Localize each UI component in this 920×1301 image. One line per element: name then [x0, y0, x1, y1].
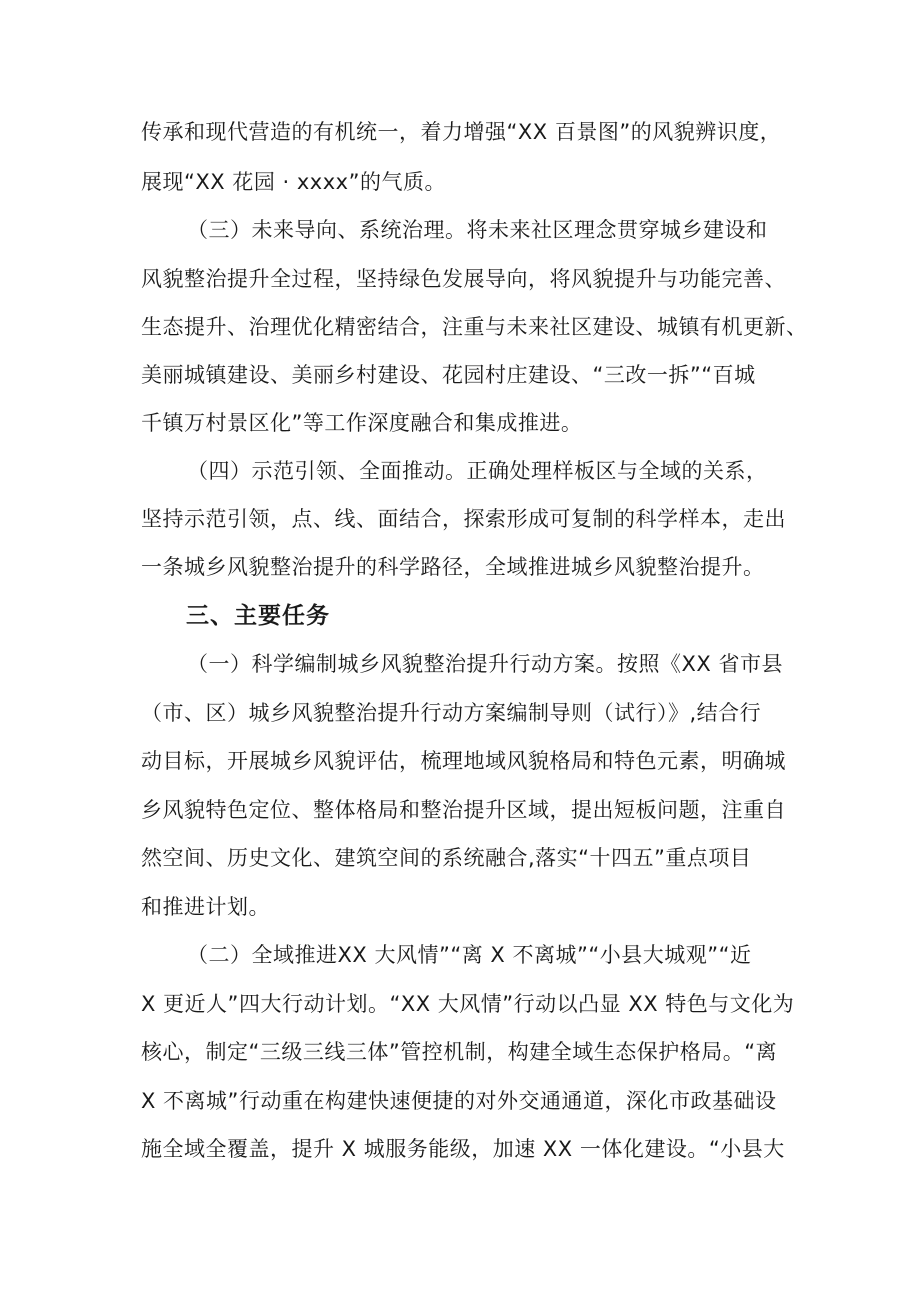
paragraph-three-line-4: 美丽城镇建设、美丽乡村建设、花园村庄建设、“三改一拆”“百城	[141, 363, 756, 387]
task-one-line-3: 动目标，开展城乡风貌评估，梳理地域风貌格局和特色元素，明确城	[141, 749, 786, 773]
task-one-line-4: 乡风貌特色定位、整体格局和整治提升区域，提出短板问题，注重自	[141, 798, 786, 822]
task-one-line-2: （市、区）城乡风貌整治提升行动方案编制导则（试行）》,结合行	[141, 701, 762, 725]
paragraph-three-line-5: 千镇万村景区化”等工作深度融合和集成推进。	[141, 411, 583, 435]
paragraph-four-line-3: 一条城乡风貌整治提升的科学路径，全域推进城乡风貌整治提升。	[141, 555, 765, 579]
paragraph-four-line-2: 坚持示范引领，点、线、面结合，探索形成可复制的科学样本，走出	[141, 507, 786, 531]
task-two-line-4: X 不离城”行动重在构建快速便捷的对外交通通道，深化市政基础设	[141, 1089, 777, 1113]
task-one-line-6: 和推进计划。	[141, 895, 270, 919]
task-two-line-5: 施全域全覆盖，提升 X 城服务能级，加速 XX 一体化建设。“小县大	[141, 1137, 785, 1161]
paragraph-three-line-3: 生态提升、治理优化精密结合，注重与未来社区建设、城镇有机更新、	[141, 315, 808, 339]
task-one-line-5: 然空间、历史文化、建筑空间的系统融合,落实“十四五”重点项目	[141, 846, 752, 870]
paragraph-intro-line-1: 传承和现代营造的有机统一，着力增强“XX 百景图”的风貌辨识度，	[141, 120, 782, 144]
task-two-line-3: 核心，制定“三级三线三体”管控机制，构建全域生态保护格局。“离	[141, 1040, 778, 1064]
paragraph-three-line-2: 风貌整治提升全过程，坚持绿色发展导向，将风貌提升与功能完善、	[141, 267, 786, 291]
paragraph-four-line-1: （四）示范引领、全面推动。正确处理样板区与全域的关系，	[187, 459, 768, 483]
paragraph-intro-line-2: 展现“XX 花园 · xxxx”的气质。	[141, 170, 446, 194]
task-two-line-2: X 更近人”四大行动计划。“XX 大风情”行动以凸显 XX 特色与文化为	[141, 992, 795, 1016]
section-heading: 三、主要任务	[186, 603, 330, 629]
task-two-line-1: （二）全域推进XX 大风情”“离 X 不离城”“小县大城观”“近	[187, 943, 752, 967]
task-one-line-1: （一）科学编制城乡风貌整治提升行动方案。按照《XX 省市县	[187, 652, 783, 676]
paragraph-three-line-1: （三）未来导向、系统治理。将未来社区理念贯穿城乡建设和	[187, 218, 768, 242]
